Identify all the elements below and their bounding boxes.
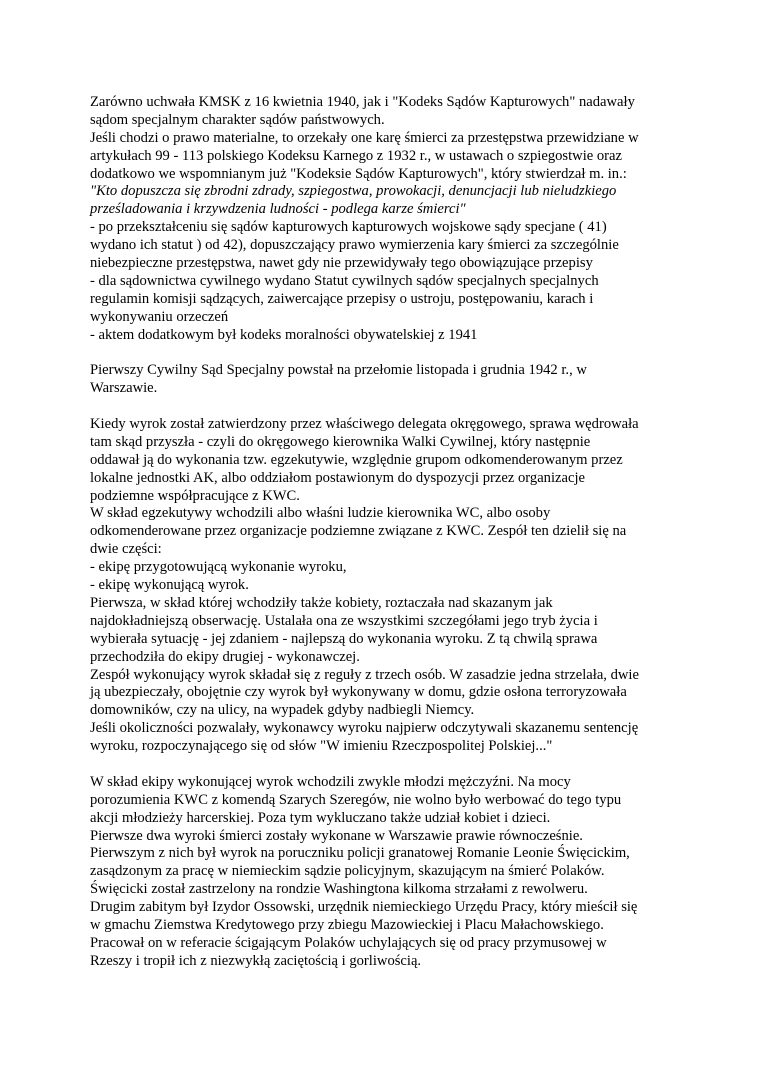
text-line: Pierwsze dwa wyroki śmierci zostały wykonane w Warszawie prawie równocześnie. bbox=[90, 827, 583, 844]
text-line: porozumienia KWC z komendą Szarych Szeregów, nie wolno było werbować do tego typu bbox=[90, 791, 622, 808]
text-line: akcji młodzieży harcerskiej. Poza tym wykluczano także udział kobiet i dzieci. bbox=[90, 809, 551, 826]
text-line: - po przekształceniu się sądów kapturowych kapturowych wojskowe sądy specjane ( 41) bbox=[90, 219, 607, 236]
text-line: dodatkowo we wspomnianym już "Kodeksie Sądów Kapturowych", który stwierdzał m. in.: bbox=[90, 165, 627, 182]
text-line: najdokładniejszą obserwację. Ustalała ona ze wszystkimi szczegółami jego tryb życia i bbox=[90, 612, 598, 629]
text-line: - dla sądownictwa cywilnego wydano Statut cywilnych sądów specjalnych specjalnych bbox=[90, 272, 599, 289]
text-line: zasądzonym za pracę w niemieckim sądzie policyjnym, skazującym na śmierć Polaków. bbox=[90, 863, 605, 880]
text-line: W skład egzekutywy wchodzili albo właśni ludzie kierownika WC, albo osoby bbox=[90, 505, 551, 522]
text-line: Zarówno uchwała KMSK z 16 kwietnia 1940, jak i "Kodeks Sądów Kapturowych" nadawały bbox=[90, 94, 635, 110]
text-line: Zespół wykonujący wyrok składał się z reguły z trzech osób. W zasadzie jedna strzelała, dwie bbox=[90, 666, 639, 683]
paragraph bbox=[90, 362, 650, 398]
text-line: Drugim zabitym był Izydor Ossowski, urzędnik niemieckiego Urzędu Pracy, który mieścił się bbox=[90, 899, 638, 916]
text-line: dwie części: bbox=[90, 541, 162, 558]
text-line: wybierała sytuację - jej zdaniem - najlepszą do wykonania wyroku. Z tą chwilą sprawa bbox=[90, 630, 598, 647]
text-line: przechodziła do ekipy drugiej - wykonawczej. bbox=[90, 648, 360, 665]
text-line: wydano ich statut ) od 42), dopuszczający prawo wymierzenia kary śmierci za szczególnie bbox=[90, 237, 619, 254]
text-line: Pierwszy Cywilny Sąd Specjalny powstał na przełomie listopada i grudnia 1942 r., w bbox=[90, 362, 587, 379]
text-line: Rzeszy i tropił ich z niezwykłą zaciętością i gorliwością. bbox=[90, 952, 422, 969]
text-line: regulamin komisji sądzących, zaiwercające przepisy o ustroju, postępowaniu, karach i bbox=[90, 290, 594, 307]
paragraph bbox=[90, 416, 650, 756]
paragraph bbox=[90, 94, 650, 344]
text-line: lokalne jednostki AK, albo oddziałom postawionym do dyspozycji przez organizacje bbox=[90, 469, 585, 486]
paragraph-gap bbox=[90, 344, 650, 362]
text-line: podziemne współpracujące z KWC. bbox=[90, 487, 300, 504]
text-line: Pierwsza, w skład której wchodziły także kobiety, roztaczała nad skazanym jak bbox=[90, 594, 553, 611]
text-line: niebezpieczne przestępstwa, nawet gdy nie przewidywały tego obowiązujące przepisy bbox=[90, 255, 593, 272]
text-line: Święcicki został zastrzelony na rondzie Washingtona kilkoma strzałami z rewolweru. bbox=[90, 881, 588, 898]
text-line: domowników, czy na ulicy, na wypadek gdyby nadbiegli Niemcy. bbox=[90, 702, 475, 719]
text-line: artykułach 99 - 113 polskiego Kodeksu Karnego z 1932 r., w ustawach o szpiegostwie oraz bbox=[90, 147, 622, 164]
text-line: wykonywaniu orzeczeń bbox=[90, 308, 229, 325]
paragraph-gap bbox=[90, 398, 650, 416]
text-line: sądom specjalnym charakter sądów państwowych. bbox=[90, 111, 385, 128]
paragraph bbox=[90, 774, 650, 971]
text-line: Pracował on w referacie ścigającym Polaków uchylających się od pracy przymusowej w bbox=[90, 934, 607, 951]
text-line: Warszawie. bbox=[90, 380, 158, 397]
paragraph-gap bbox=[90, 756, 650, 774]
text-line: W skład ekipy wykonującej wyrok wchodzili zwykle młodzi mężczyźni. Na mocy bbox=[90, 773, 571, 790]
text-line: - ekipę wykonującą wyrok. bbox=[90, 577, 249, 594]
text-line: Pierwszym z nich był wyrok na poruczniku policji granatowej Romanie Leonie Święcickim, bbox=[90, 845, 630, 862]
text-line: oddawał ją do wykonania tzw. egzekutywie, względnie grupom odkomenderowanym przez bbox=[90, 451, 623, 468]
text-line: - aktem dodatkowym był kodeks moralności obywatelskiej z 1941 bbox=[90, 326, 478, 343]
quoted-line: prześladowania i krzywdzenia ludności - podlega karze śmierci" bbox=[90, 201, 466, 218]
quoted-line: "Kto dopuszcza się zbrodni zdrady, szpiegostwa, prowokacji, denuncjacji lub nieludzkiego bbox=[90, 183, 617, 200]
text-line: Kiedy wyrok został zatwierdzony przez właściwego delegata okręgowego, sprawa wędrowała bbox=[90, 416, 639, 433]
text-line: odkomenderowane przez organizacje podziemne związane z KWC. Zespół ten dzielił się na bbox=[90, 523, 627, 540]
text-line: wyroku, rozpoczynającego się od słów "W imieniu Rzeczpospolitej Polskiej..." bbox=[90, 738, 553, 755]
text-line: - ekipę przygotowującą wykonanie wyroku, bbox=[90, 559, 347, 576]
text-line: Jeśli okoliczności pozwalały, wykonawcy wyroku najpierw odczytywali skazanemu sentencję bbox=[90, 720, 639, 737]
text-line: Jeśli chodzi o prawo materialne, to orzekały one karę śmierci za przestępstwa przewidziane w bbox=[90, 129, 639, 146]
document-body bbox=[90, 94, 650, 971]
text-line: ją ubezpieczały, obojętnie czy wyrok był wykonywany w domu, gdzie osłona terroryzowała bbox=[90, 684, 627, 701]
text-line: tam skąd przyszła - czyli do okręgowego kierownika Walki Cywilnej, który następnie bbox=[90, 433, 591, 450]
text-line: w gmachu Ziemstwa Kredytowego przy zbiegu Mazowieckiej i Placu Małachowskiego. bbox=[90, 916, 604, 933]
